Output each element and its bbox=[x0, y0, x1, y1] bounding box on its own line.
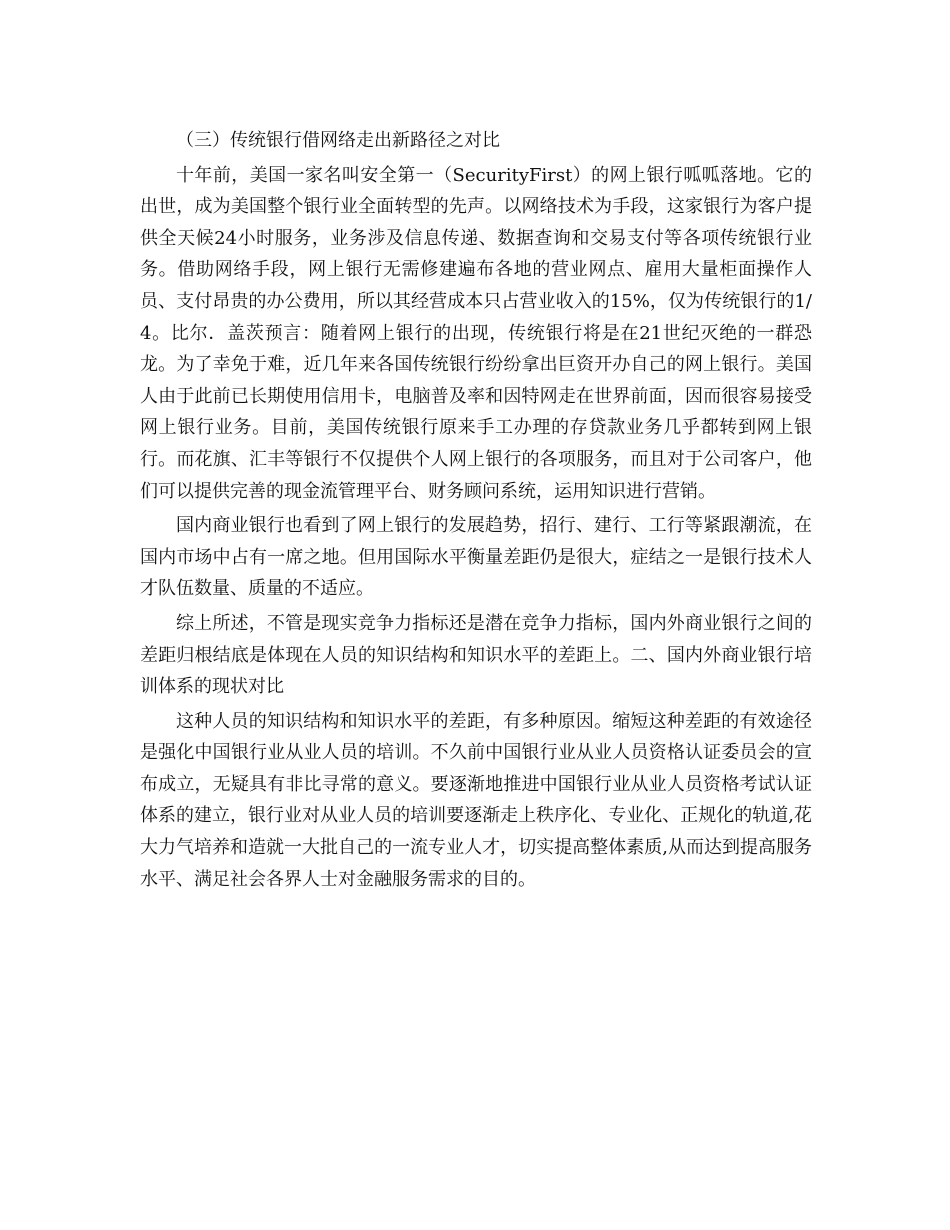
section-heading: （三）传统银行借网络走出新路径之对比 bbox=[176, 130, 500, 151]
paragraph-security-first: 十年前，美国一家名叫安全第一（SecurityFirst）的网上银行呱呱落地。它的出世，成为美国整个银行业全面转型的先声。以网络技术为手段，这家银行为客户提供全天候24小时服务，业务涉及信息传递、数据查询和交易支付等各项传统银行业务。借助网络手段，网上银行无需修建遍布各地的营业网点、雇用大量柜面操作人员、支付昂贵的办公费用，所以其经营成本只占营业收入的15%，仅为传统银行的1/4。比尔．盖茨预言：随着网上银行的出现，传统银行将是在21世纪灭绝的一群恐龙。为了幸免于难，近几年来各国传统银行纷纷拿出巨资开办自己的网上银行。美国人由于此前已长期使用信用卡，电脑普及率和因特网走在世界前面，因而很容易接受网上银行业务。目前，美国传统银行原来手工办理的存贷款业务几乎都转到网上银行。而花旗、汇丰等银行不仅提供个人网上银行的各项服务，而且对于公司客户，他们可以提供完善的现金流管理平台、财务顾问系统，运用知识进行营销。 bbox=[140, 164, 812, 502]
paragraph-training: 这种人员的知识结构和知识水平的差距，有多种原因。缩短这种差距的有效途径是强化中国银行业从业人员的培训。不久前中国银行业从业人员资格认证委员会的宣布成立，无疑具有非比寻常的意义。要逐渐地推进中国银行业从业人员资格考试认证体系的建立，银行业对从业人员的培训要逐渐走上秩序化、专业化、正规化的轨道,花大力气培养和造就一大批自己的一流专业人才，切实提高整体素质,从而达到提高服务水平、满足社会各界人士对金融服务需求的目的。 bbox=[140, 710, 812, 890]
paragraph-domestic-banks: 国内商业银行也看到了网上银行的发展趋势，招行、建行、工行等紧跟潮流，在国内市场中占有一席之地。但用国际水平衡量差距仍是很大，症结之一是银行技术人才队伍数量、质量的不适应。 bbox=[140, 515, 812, 600]
paragraph-summary: 综上所述，不管是现实竞争力指标还是潜在竞争力指标，国内外商业银行之间的差距归根结底是体现在人员的知识结构和知识水平的差距上。二、国内外商业银行培训体系的现状对比 bbox=[140, 612, 812, 698]
document-body bbox=[140, 125, 812, 898]
